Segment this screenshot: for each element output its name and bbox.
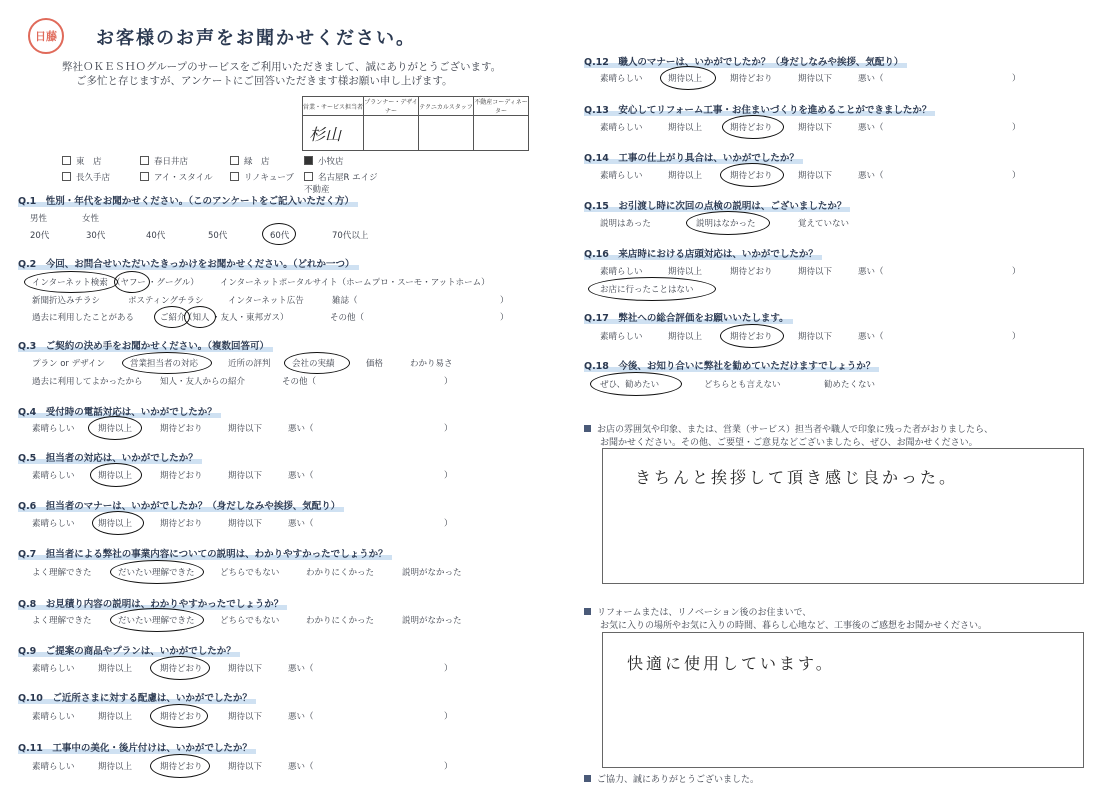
option-as-expected[interactable]: 期待どおり bbox=[160, 664, 203, 674]
option-below-expectation[interactable]: 期待以下 bbox=[228, 664, 263, 674]
paren-close: ） bbox=[444, 712, 453, 722]
intro-line-2: ご多忙と存じますが、アンケートにご回答いただきます様お願い申し上げます。 bbox=[76, 75, 453, 87]
q15-options bbox=[566, 217, 1096, 229]
option-bad[interactable]: 悪い（ bbox=[288, 762, 314, 772]
question-q5: Q.5 担当者の対応は、いかがでしたか？ bbox=[18, 450, 202, 464]
paren-close: ） bbox=[444, 519, 453, 529]
question-q7: Q.7 担当者による弊社の事業内容についての説明は、わかりやすかったでしょうか？ bbox=[18, 546, 392, 560]
option-reputation[interactable]: 近所の評判 bbox=[228, 359, 271, 369]
checkbox-icon[interactable] bbox=[304, 172, 313, 181]
option-above-expectation[interactable]: 期待以上 bbox=[668, 267, 703, 277]
option-price[interactable]: 価格 bbox=[366, 359, 384, 369]
handwritten-answer-1: きちんと挨拶して頂き感じ良かった。 bbox=[635, 468, 959, 487]
option-below-expectation[interactable]: 期待以下 bbox=[798, 74, 833, 84]
question-q1: Q.1 性別・年代をお聞かせください。（このアンケートをご記入いただく方） bbox=[18, 193, 358, 207]
option-below-expectation[interactable]: 期待以下 bbox=[798, 332, 833, 342]
q14-options bbox=[566, 169, 1096, 181]
option-excellent[interactable]: 素晴らしい bbox=[600, 171, 643, 181]
option-other[interactable]: その他（ bbox=[282, 377, 317, 387]
q1-sex-options bbox=[0, 212, 560, 224]
option-as-expected[interactable]: 期待どおり bbox=[160, 519, 203, 529]
option-bad[interactable]: 悪い（ bbox=[288, 424, 314, 434]
store-option[interactable]: 名古屋R エイジ不動産 bbox=[304, 173, 378, 195]
option-no-explanation[interactable]: 説明がなかった bbox=[402, 616, 462, 626]
option-bad[interactable]: 悪い（ bbox=[288, 712, 314, 722]
option-bad[interactable]: 悪い（ bbox=[858, 332, 884, 342]
comment-box-2[interactable] bbox=[602, 632, 1084, 768]
q10-options bbox=[0, 710, 560, 722]
option-posting-flyer[interactable]: ポスティングチラシ bbox=[128, 296, 204, 306]
option-track-record[interactable]: 会社の実績 bbox=[292, 359, 335, 369]
q7-options bbox=[0, 566, 560, 578]
option-cannot-say[interactable]: どちらとも言えない bbox=[704, 380, 781, 390]
option-bad[interactable]: 悪い（ bbox=[858, 123, 884, 133]
staff-header-realestate: 不動産コーディネーター bbox=[474, 97, 529, 116]
option-as-expected[interactable]: 期待どおり bbox=[730, 171, 773, 181]
question-q14: Q.14 工事の仕上がり具合は、いかがでしたか？ bbox=[584, 150, 803, 164]
option-below-expectation[interactable]: 期待以下 bbox=[798, 267, 833, 277]
question-q9: Q.9 ご提案の商品やプランは、いかがでしたか？ bbox=[18, 643, 240, 657]
q16-options bbox=[566, 265, 1096, 277]
comment-box-1[interactable] bbox=[602, 448, 1084, 584]
option-as-expected[interactable]: 期待どおり bbox=[730, 267, 773, 277]
question-q12: Q.12 職人のマナーは、いかがでしたか？（身だしなみや挨拶、気配り） bbox=[584, 54, 907, 68]
q2-line-1 bbox=[0, 276, 560, 288]
bullet-square-icon bbox=[584, 775, 591, 782]
bullet-square-icon bbox=[584, 608, 591, 615]
staff-value-realestate[interactable] bbox=[474, 116, 529, 151]
option-above-expectation[interactable]: 期待以上 bbox=[668, 74, 703, 84]
option-magazine[interactable]: 雑誌（ bbox=[332, 296, 358, 306]
question-q8: Q.8 お見積り内容の説明は、わかりやすかったでしょうか？ bbox=[18, 596, 287, 610]
option-as-expected[interactable]: 期待どおり bbox=[730, 74, 773, 84]
option-60s-selected[interactable]: 60代 bbox=[270, 231, 290, 241]
q5-options bbox=[0, 469, 560, 481]
option-excellent[interactable]: 素晴らしい bbox=[600, 332, 643, 342]
option-plan-design[interactable]: プラン or デザイン bbox=[32, 359, 106, 369]
q3-line-2 bbox=[0, 375, 560, 387]
q2-line-3 bbox=[0, 311, 560, 323]
staff-header-planner: プランナー・デザイナー bbox=[364, 97, 419, 116]
comment-prompt-1: お店の雰囲気や印象、または、営業（サービス）担当者や職人で印象に残った者がおりましたら、 bbox=[584, 422, 993, 435]
option-above-expectation[interactable]: 期待以上 bbox=[98, 471, 133, 481]
option-bad[interactable]: 悪い（ bbox=[858, 74, 884, 84]
store-option[interactable]: 緑 店 bbox=[230, 155, 304, 167]
store-option[interactable]: 東 店 bbox=[62, 155, 140, 167]
option-understood-well[interactable]: よく理解できた bbox=[32, 568, 92, 578]
q3-line-1 bbox=[0, 357, 560, 369]
option-bad[interactable]: 悪い（ bbox=[288, 519, 314, 529]
q11-options bbox=[0, 760, 560, 772]
option-hard-to-understand[interactable]: わかりにくかった bbox=[306, 616, 375, 626]
option-referral[interactable]: ご紹介 bbox=[160, 313, 186, 323]
comment-prompt-2: リフォームまたは、リノベーション後のお住まいで、 bbox=[584, 605, 811, 618]
option-acquaintance[interactable]: （知人 bbox=[184, 313, 210, 323]
question-q2: Q.2 今回、お問合せいただいたきっかけをお聞かせください。（どれか一つ） bbox=[18, 256, 359, 270]
question-q11: Q.11 工事中の美化・後片付けは、いかがでしたか？ bbox=[18, 740, 256, 754]
q8-options bbox=[0, 614, 560, 626]
store-option[interactable]: アイ・スタイル bbox=[140, 171, 230, 195]
paren-close: ） bbox=[444, 424, 453, 434]
option-hard-to-understand[interactable]: わかりにくかった bbox=[306, 568, 375, 578]
staff-value-sales[interactable]: 杉山 bbox=[303, 116, 364, 151]
option-above-expectation[interactable]: 期待以上 bbox=[98, 519, 133, 529]
option-below-expectation[interactable]: 期待以下 bbox=[228, 712, 263, 722]
option-internet-search[interactable]: インターネット検索 bbox=[32, 278, 108, 288]
option-above-expectation[interactable]: 期待以上 bbox=[668, 171, 703, 181]
option-understood-well[interactable]: よく理解できた bbox=[32, 616, 92, 626]
option-excellent[interactable]: 素晴らしい bbox=[32, 424, 75, 434]
option-other[interactable]: その他（ bbox=[330, 313, 365, 323]
option-not-explained[interactable]: 説明はなかった bbox=[696, 219, 756, 229]
option-excellent[interactable]: 素晴らしい bbox=[600, 123, 643, 133]
store-option[interactable]: 春日井店 bbox=[140, 155, 230, 167]
option-70s[interactable]: 70代以上 bbox=[332, 231, 369, 241]
option-never-visited[interactable]: お店に行ったことはない bbox=[600, 285, 694, 295]
paren-close: ） bbox=[1012, 332, 1021, 342]
staff-value-technical[interactable] bbox=[419, 116, 474, 151]
checkbox-icon[interactable] bbox=[230, 156, 239, 165]
paren-close: ） bbox=[1012, 74, 1021, 84]
company-seal: 日藤 bbox=[28, 18, 64, 54]
option-newspaper-flyer[interactable]: 新聞折込みチラシ bbox=[32, 296, 101, 306]
option-as-expected[interactable]: 期待どおり bbox=[160, 712, 203, 722]
option-google: ・グーグル） bbox=[148, 278, 199, 288]
option-excellent[interactable]: 素晴らしい bbox=[32, 762, 75, 772]
option-past-good[interactable]: 過去に利用してよかったから bbox=[32, 377, 143, 387]
question-q6: Q.6 担当者のマナーは、いかがでしたか？（身だしなみや挨拶、気配り） bbox=[18, 498, 344, 512]
store-option[interactable]: 長久手店 bbox=[62, 171, 140, 195]
option-above-expectation[interactable]: 期待以上 bbox=[98, 424, 133, 434]
option-excellent[interactable]: 素晴らしい bbox=[600, 74, 643, 84]
question-q3: Q.3 ご契約の決め手をお聞かせください。（複数回答可） bbox=[18, 338, 273, 352]
bullet-square-icon bbox=[584, 425, 591, 432]
option-internet-ad[interactable]: インターネット広告 bbox=[228, 296, 304, 306]
comment-prompt-1-line-2: お聞かせください。その他、ご要望・ご意見などございましたら、ぜひ、お聞かせください。 bbox=[600, 438, 978, 448]
option-excellent[interactable]: 素晴らしい bbox=[32, 664, 75, 674]
option-below-expectation[interactable]: 期待以下 bbox=[228, 471, 263, 481]
q13-options bbox=[566, 121, 1096, 133]
option-50s[interactable]: 50代 bbox=[208, 231, 228, 241]
question-q15: Q.15 お引渡し時に次回の点検の説明は、ございましたか？ bbox=[584, 198, 850, 212]
paren-close: ） bbox=[444, 377, 453, 387]
option-above-expectation[interactable]: 期待以上 bbox=[98, 712, 133, 722]
option-explained[interactable]: 説明はあった bbox=[600, 219, 651, 229]
option-no-explanation[interactable]: 説明がなかった bbox=[402, 568, 462, 578]
option-acquaintance-referral[interactable]: 知人・友人からの紹介 bbox=[160, 377, 246, 387]
option-portal-site[interactable]: インターネットポータルサイト（ホームプロ・スーモ・アットホーム） bbox=[220, 278, 490, 288]
paren-close: ） bbox=[444, 762, 453, 772]
option-below-expectation[interactable]: 期待以下 bbox=[228, 762, 263, 772]
paren-close: ） bbox=[500, 313, 509, 323]
intro-line-1: 弊社ＯＫＥＳＨＯグループのサービスをご利用いただきまして、誠にありがとうございます。 bbox=[62, 61, 502, 73]
option-bad[interactable]: 悪い（ bbox=[858, 171, 884, 181]
option-as-expected[interactable]: 期待どおり bbox=[160, 471, 203, 481]
handwritten-answer-2: 快適に使用しています。 bbox=[627, 654, 835, 673]
option-yahoo[interactable]: （ヤフー bbox=[112, 278, 146, 288]
store-option-checked[interactable]: 小牧店 bbox=[304, 155, 382, 167]
option-excellent[interactable]: 素晴らしい bbox=[32, 519, 75, 529]
option-above-expectation[interactable]: 期待以上 bbox=[98, 664, 133, 674]
option-as-expected[interactable]: 期待どおり bbox=[160, 762, 203, 772]
q2-line-2 bbox=[0, 294, 560, 306]
option-female[interactable]: 女性 bbox=[82, 214, 100, 224]
question-q10: Q.10 ご近所さまに対する配慮は、いかがでしたか？ bbox=[18, 690, 256, 704]
option-past-use[interactable]: 過去に利用したことがある bbox=[32, 313, 135, 323]
staff-header-technical: テクニカルスタッフ bbox=[419, 97, 474, 116]
thanks-message: ご協力、誠にありがとうございました。 bbox=[584, 772, 759, 785]
q4-options bbox=[0, 422, 560, 434]
question-q18: Q.18 今後、お知り合いに弊社を勧めていただけますでしょうか？ bbox=[584, 358, 879, 372]
q12-options bbox=[566, 72, 1096, 84]
option-as-expected[interactable]: 期待どおり bbox=[730, 123, 773, 133]
checkbox-icon[interactable] bbox=[230, 172, 239, 181]
store-option[interactable]: リノキューブ bbox=[230, 171, 304, 195]
checkbox-icon[interactable] bbox=[140, 172, 149, 181]
q1-age-options bbox=[0, 229, 560, 241]
paren-close: ） bbox=[1012, 267, 1021, 277]
option-excellent[interactable]: 素晴らしい bbox=[32, 471, 75, 481]
option-clarity[interactable]: わかり易さ bbox=[410, 359, 453, 369]
option-definitely-recommend[interactable]: ぜひ、勧めたい bbox=[600, 380, 660, 390]
option-sales-response[interactable]: 営業担当者の対応 bbox=[130, 359, 199, 369]
option-as-expected[interactable]: 期待どおり bbox=[160, 424, 203, 434]
option-dont-remember[interactable]: 覚えていない bbox=[798, 219, 850, 229]
option-neutral[interactable]: どちらでもない bbox=[220, 616, 280, 626]
option-bad[interactable]: 悪い（ bbox=[858, 267, 884, 277]
question-q17: Q.17 弊社への総合評価をお願いいたします。 bbox=[584, 310, 793, 324]
staff-value-planner[interactable] bbox=[364, 116, 419, 151]
paren-close: ） bbox=[444, 664, 453, 674]
q18-options bbox=[566, 378, 1096, 390]
paren-close: ） bbox=[500, 296, 509, 306]
paren-close: ） bbox=[444, 471, 453, 481]
checkbox-icon[interactable] bbox=[140, 156, 149, 165]
option-below-expectation[interactable]: 期待以下 bbox=[228, 424, 263, 434]
option-bad[interactable]: 悪い（ bbox=[288, 471, 314, 481]
checkbox-icon[interactable] bbox=[62, 172, 71, 181]
option-30s[interactable]: 30代 bbox=[86, 231, 106, 241]
option-excellent[interactable]: 素晴らしい bbox=[600, 267, 643, 277]
option-below-expectation[interactable]: 期待以下 bbox=[798, 171, 833, 181]
staff-table bbox=[302, 96, 529, 151]
question-q4: Q.4 受付時の電話対応は、いかがでしたか？ bbox=[18, 404, 221, 418]
paren-close: ） bbox=[1012, 123, 1021, 133]
option-bad[interactable]: 悪い（ bbox=[288, 664, 314, 674]
option-40s[interactable]: 40代 bbox=[146, 231, 166, 241]
option-friend-tohogas: ・友人・東邦ガス） bbox=[212, 313, 289, 323]
q6-options bbox=[0, 517, 560, 529]
checkbox-icon[interactable] bbox=[62, 156, 71, 165]
option-above-expectation[interactable]: 期待以上 bbox=[668, 332, 703, 342]
option-above-expectation[interactable]: 期待以上 bbox=[98, 762, 133, 772]
option-below-expectation[interactable]: 期待以下 bbox=[798, 123, 833, 133]
checked-checkbox-icon[interactable] bbox=[304, 156, 313, 165]
paren-close: ） bbox=[1012, 171, 1021, 181]
option-mostly-understood[interactable]: だいたい理解できた bbox=[118, 616, 195, 626]
comment-prompt-2-line-2: お気に入りの場所やお気に入りの時間、暮らし心地など、工事後のご感想をお聞かせください。 bbox=[600, 621, 988, 631]
option-20s[interactable]: 20代 bbox=[30, 231, 50, 241]
option-neutral[interactable]: どちらでもない bbox=[220, 568, 280, 578]
staff-header-sales: 営業・サービス担当者 bbox=[303, 97, 364, 116]
option-below-expectation[interactable]: 期待以下 bbox=[228, 519, 263, 529]
option-as-expected[interactable]: 期待どおり bbox=[730, 332, 773, 342]
option-male[interactable]: 男性 bbox=[30, 214, 48, 224]
question-q16: Q.16 来店時における店頭対応は、いかがでしたか？ bbox=[584, 246, 822, 260]
option-excellent[interactable]: 素晴らしい bbox=[32, 712, 75, 722]
option-mostly-understood[interactable]: だいたい理解できた bbox=[118, 568, 195, 578]
option-above-expectation[interactable]: 期待以上 bbox=[668, 123, 703, 133]
option-not-recommend[interactable]: 勧めたくない bbox=[824, 380, 876, 390]
q17-options bbox=[566, 330, 1096, 342]
question-q13: Q.13 安心してリフォーム工事・お住まいづくりを進めることができましたか？ bbox=[584, 102, 935, 116]
q9-options bbox=[0, 662, 560, 674]
survey-title: お客様のお声をお聞かせください。 bbox=[96, 28, 416, 49]
